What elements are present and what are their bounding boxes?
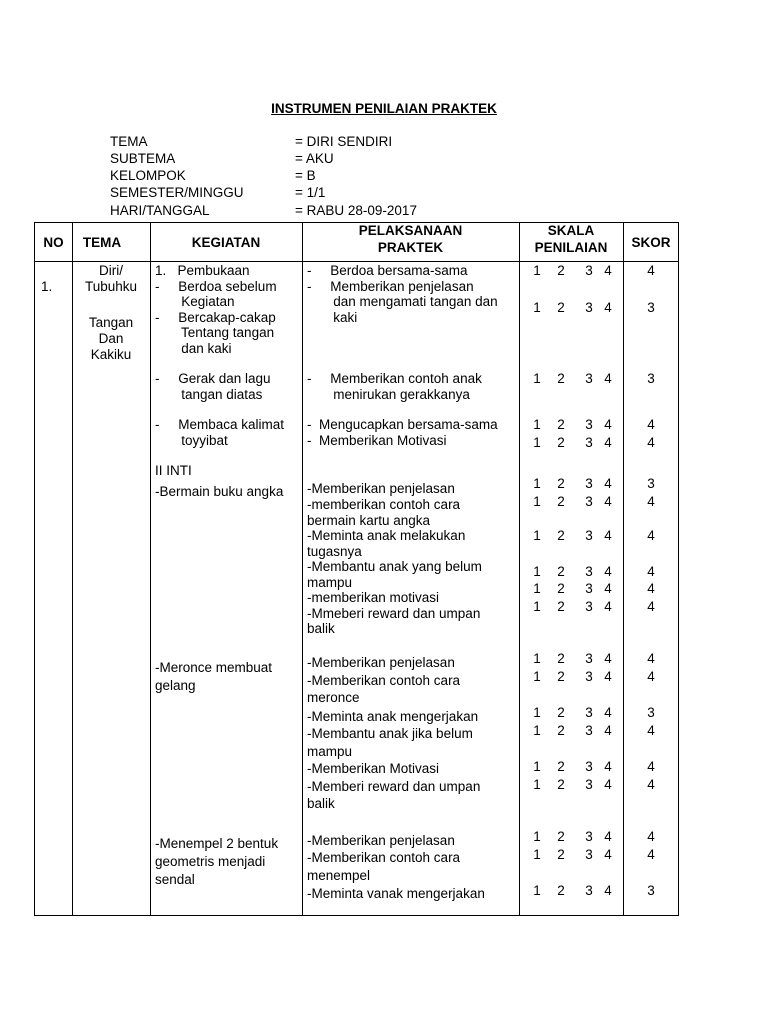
scale-value: 4 bbox=[604, 669, 612, 684]
kegiatan-line: geometris menjadi bbox=[155, 854, 266, 869]
pelaksanaan-line: -memberikan motivasi bbox=[307, 590, 440, 605]
scale-value: 3 bbox=[585, 528, 593, 543]
document-title: INSTRUMEN PENILAIAN PRAKTEK bbox=[271, 101, 497, 116]
scale-value: 3 bbox=[585, 494, 593, 509]
scale-value: 2 bbox=[557, 581, 565, 596]
kegiatan-line: Tentang tangan bbox=[155, 325, 275, 340]
pelaksanaan-line: balik bbox=[307, 621, 335, 636]
kegiatan-line: -Menempel 2 bentuk bbox=[155, 836, 279, 851]
column-divider bbox=[519, 223, 520, 915]
header-value: = DIRI SENDIRI bbox=[295, 134, 393, 149]
scale-value: 3 bbox=[585, 581, 593, 596]
tema-line: Kakiku bbox=[90, 347, 132, 362]
scale-value: 4 bbox=[604, 494, 612, 509]
pelaksanaan-line: -Memberi reward dan umpan bbox=[307, 779, 481, 794]
scale-value: 2 bbox=[557, 417, 565, 432]
scale-value: 1 bbox=[533, 494, 541, 509]
scale-value: 4 bbox=[604, 371, 612, 386]
score-value: 3 bbox=[647, 371, 655, 386]
kegiatan-line: - Berdoa sebelum bbox=[155, 279, 277, 294]
scale-value: 4 bbox=[604, 599, 612, 614]
pelaksanaan-line: balik bbox=[307, 796, 335, 811]
pelaksanaan-line: dan mengamati tangan dan bbox=[307, 294, 498, 309]
scale-value: 4 bbox=[604, 435, 612, 450]
col-header-no: NO bbox=[43, 235, 64, 250]
col-header-pelaksanaan: PELAKSANAAN bbox=[358, 223, 463, 238]
scale-value: 1 bbox=[533, 564, 541, 579]
scale-value: 1 bbox=[533, 847, 541, 862]
header-label: SUBTEMA bbox=[110, 151, 176, 166]
pelaksanaan-line: -Meminta anak melakukan bbox=[307, 528, 466, 543]
scale-value: 4 bbox=[604, 528, 612, 543]
column-divider bbox=[623, 223, 624, 915]
scale-value: 1 bbox=[533, 829, 541, 844]
scale-value: 3 bbox=[585, 417, 593, 432]
scale-value: 4 bbox=[604, 651, 612, 666]
pelaksanaan-line: -Membantu anak jika belum bbox=[307, 726, 473, 741]
column-divider bbox=[150, 223, 151, 915]
score-value: 3 bbox=[647, 476, 655, 491]
scale-value: 3 bbox=[585, 476, 593, 491]
pelaksanaan-line: bermain kartu angka bbox=[307, 513, 431, 528]
score-value: 4 bbox=[647, 829, 655, 844]
col-header-skor: SKOR bbox=[631, 235, 671, 250]
scale-value: 2 bbox=[557, 476, 565, 491]
col-header-kegiatan: KEGIATAN bbox=[191, 235, 261, 250]
scale-value: 2 bbox=[557, 435, 565, 450]
pelaksanaan-line: -Mmeberi reward dan umpan bbox=[307, 606, 481, 621]
pelaksanaan-line: -Memberikan penjelasan bbox=[307, 833, 455, 848]
kegiatan-line: gelang bbox=[155, 678, 196, 693]
scale-value: 1 bbox=[533, 528, 541, 543]
scale-value: 3 bbox=[585, 300, 593, 315]
kegiatan-line: toyyibat bbox=[155, 433, 228, 448]
header-label: HARI/TANGGAL bbox=[110, 203, 210, 218]
kegiatan-line: tangan diatas bbox=[155, 387, 263, 402]
pelaksanaan-line: -Memberikan penjelasan bbox=[307, 655, 455, 670]
header-value: = B bbox=[295, 168, 316, 183]
score-value: 4 bbox=[647, 777, 655, 792]
scale-value: 1 bbox=[533, 777, 541, 792]
scale-value: 2 bbox=[557, 777, 565, 792]
scale-value: 3 bbox=[585, 723, 593, 738]
scale-value: 2 bbox=[557, 494, 565, 509]
score-value: 4 bbox=[647, 564, 655, 579]
scale-value: 2 bbox=[557, 669, 565, 684]
score-value: 4 bbox=[647, 435, 655, 450]
header-value: = AKU bbox=[295, 151, 334, 166]
pelaksanaan-line: menirukan gerakkanya bbox=[307, 387, 470, 402]
scale-value: 1 bbox=[533, 300, 541, 315]
scale-value: 1 bbox=[533, 723, 541, 738]
kegiatan-line: - Gerak dan lagu bbox=[155, 371, 271, 386]
scale-value: 3 bbox=[585, 599, 593, 614]
score-value: 4 bbox=[647, 669, 655, 684]
scale-value: 1 bbox=[533, 599, 541, 614]
score-value: 4 bbox=[647, 599, 655, 614]
assessment-table bbox=[34, 222, 679, 916]
scale-value: 3 bbox=[585, 669, 593, 684]
pelaksanaan-line: -Meminta vanak mengerjakan bbox=[307, 886, 485, 901]
scale-value: 4 bbox=[604, 883, 612, 898]
scale-value: 3 bbox=[585, 847, 593, 862]
scale-value: 2 bbox=[557, 564, 565, 579]
tema-line: Tubuhku bbox=[84, 279, 138, 294]
scale-value: 3 bbox=[585, 564, 593, 579]
score-value: 4 bbox=[647, 263, 655, 278]
pelaksanaan-line: -Memberikan contoh cara bbox=[307, 850, 461, 865]
pelaksanaan-line: -Meminta anak mengerjakan bbox=[307, 709, 479, 724]
pelaksanaan-line: tugasnya bbox=[307, 544, 362, 559]
header-divider bbox=[35, 261, 678, 262]
header-label: TEMA bbox=[110, 134, 148, 149]
scale-value: 2 bbox=[557, 705, 565, 720]
pelaksanaan-line: - Memberikan Motivasi bbox=[307, 433, 447, 448]
pelaksanaan-line: -memberikan contoh cara bbox=[307, 497, 461, 512]
pelaksanaan-line: - Memberikan penjelasan bbox=[307, 279, 474, 294]
scale-value: 1 bbox=[533, 705, 541, 720]
kegiatan-line: dan kaki bbox=[155, 341, 232, 356]
scale-value: 3 bbox=[585, 435, 593, 450]
scale-value: 2 bbox=[557, 371, 565, 386]
scale-value: 2 bbox=[557, 723, 565, 738]
pelaksanaan-line: - Berdoa bersama-sama bbox=[307, 263, 468, 278]
scale-value: 2 bbox=[557, 599, 565, 614]
score-value: 4 bbox=[647, 494, 655, 509]
scale-value: 2 bbox=[557, 759, 565, 774]
scale-value: 4 bbox=[604, 759, 612, 774]
kegiatan-line: Kegiatan bbox=[155, 294, 235, 309]
scale-value: 2 bbox=[557, 651, 565, 666]
scale-value: 4 bbox=[604, 581, 612, 596]
col-header-skala: SKALA bbox=[547, 223, 595, 238]
column-divider bbox=[302, 223, 303, 915]
scale-value: 4 bbox=[604, 777, 612, 792]
scale-value: 2 bbox=[557, 263, 565, 278]
pelaksanaan-line: - Mengucapkan bersama-sama bbox=[307, 417, 498, 432]
score-value: 3 bbox=[647, 705, 655, 720]
scale-value: 1 bbox=[533, 883, 541, 898]
pelaksanaan-line: menempel bbox=[307, 868, 371, 883]
scale-value: 4 bbox=[604, 476, 612, 491]
scale-value: 3 bbox=[585, 705, 593, 720]
col-header-praktek: PRAKTEK bbox=[377, 240, 444, 255]
kegiatan-line: 1. Pembukaan bbox=[155, 263, 250, 278]
pelaksanaan-line: -Membantu anak yang belum bbox=[307, 559, 482, 574]
scale-value: 1 bbox=[533, 476, 541, 491]
tema-line: Tangan bbox=[88, 315, 134, 330]
header-label: KELOMPOK bbox=[110, 168, 186, 183]
pelaksanaan-line: mampu bbox=[307, 575, 353, 590]
score-value: 4 bbox=[647, 651, 655, 666]
score-value: 4 bbox=[647, 417, 655, 432]
header-label: SEMESTER/MINGGU bbox=[110, 185, 244, 200]
score-value: 4 bbox=[647, 723, 655, 738]
scale-value: 4 bbox=[604, 723, 612, 738]
scale-value: 4 bbox=[604, 847, 612, 862]
pelaksanaan-line: - Memberikan contoh anak bbox=[307, 371, 482, 386]
scale-value: 2 bbox=[557, 883, 565, 898]
pelaksanaan-line: -Memberikan contoh cara bbox=[307, 673, 461, 688]
scale-value: 3 bbox=[585, 759, 593, 774]
kegiatan-line: II INTI bbox=[155, 463, 192, 478]
scale-value: 3 bbox=[585, 371, 593, 386]
score-value: 4 bbox=[647, 759, 655, 774]
scale-value: 3 bbox=[585, 883, 593, 898]
scale-value: 4 bbox=[604, 263, 612, 278]
header-value: = RABU 28-09-2017 bbox=[295, 203, 417, 218]
scale-value: 1 bbox=[533, 371, 541, 386]
kegiatan-line: - Membaca kalimat bbox=[155, 417, 285, 432]
kegiatan-line: - Bercakap-cakap bbox=[155, 310, 276, 325]
scale-value: 2 bbox=[557, 300, 565, 315]
scale-value: 3 bbox=[585, 829, 593, 844]
scale-value: 1 bbox=[533, 417, 541, 432]
scale-value: 1 bbox=[533, 651, 541, 666]
kegiatan-line: -Meronce membuat bbox=[155, 660, 273, 675]
scale-value: 2 bbox=[557, 847, 565, 862]
row-number: 1. bbox=[41, 279, 53, 294]
score-value: 4 bbox=[647, 581, 655, 596]
pelaksanaan-line: mampu bbox=[307, 744, 353, 759]
col-header-penilaian: PENILAIAN bbox=[534, 240, 608, 255]
scale-value: 1 bbox=[533, 435, 541, 450]
scale-value: 4 bbox=[604, 705, 612, 720]
scale-value: 3 bbox=[585, 777, 593, 792]
scale-value: 4 bbox=[604, 564, 612, 579]
pelaksanaan-line: -Memberikan Motivasi bbox=[307, 761, 440, 776]
scale-value: 4 bbox=[604, 829, 612, 844]
scale-value: 4 bbox=[604, 417, 612, 432]
score-value: 4 bbox=[647, 528, 655, 543]
col-header-tema: TEMA bbox=[82, 235, 122, 250]
scale-value: 1 bbox=[533, 581, 541, 596]
scale-value: 3 bbox=[585, 651, 593, 666]
header-value: = 1/1 bbox=[295, 185, 326, 200]
kegiatan-line: -Bermain buku angka bbox=[155, 484, 284, 499]
scale-value: 1 bbox=[533, 669, 541, 684]
score-value: 3 bbox=[647, 300, 655, 315]
tema-line: Dan bbox=[98, 331, 124, 346]
kegiatan-line: sendal bbox=[155, 872, 195, 887]
scale-value: 2 bbox=[557, 829, 565, 844]
pelaksanaan-line: meronce bbox=[307, 690, 360, 705]
pelaksanaan-line: -Memberikan penjelasan bbox=[307, 481, 455, 496]
scale-value: 3 bbox=[585, 263, 593, 278]
scale-value: 2 bbox=[557, 528, 565, 543]
scale-value: 1 bbox=[533, 759, 541, 774]
score-value: 3 bbox=[647, 883, 655, 898]
pelaksanaan-line: kaki bbox=[307, 310, 358, 325]
tema-line: Diri/ bbox=[99, 263, 123, 278]
score-value: 4 bbox=[647, 847, 655, 862]
scale-value: 4 bbox=[604, 300, 612, 315]
scale-value: 1 bbox=[533, 263, 541, 278]
